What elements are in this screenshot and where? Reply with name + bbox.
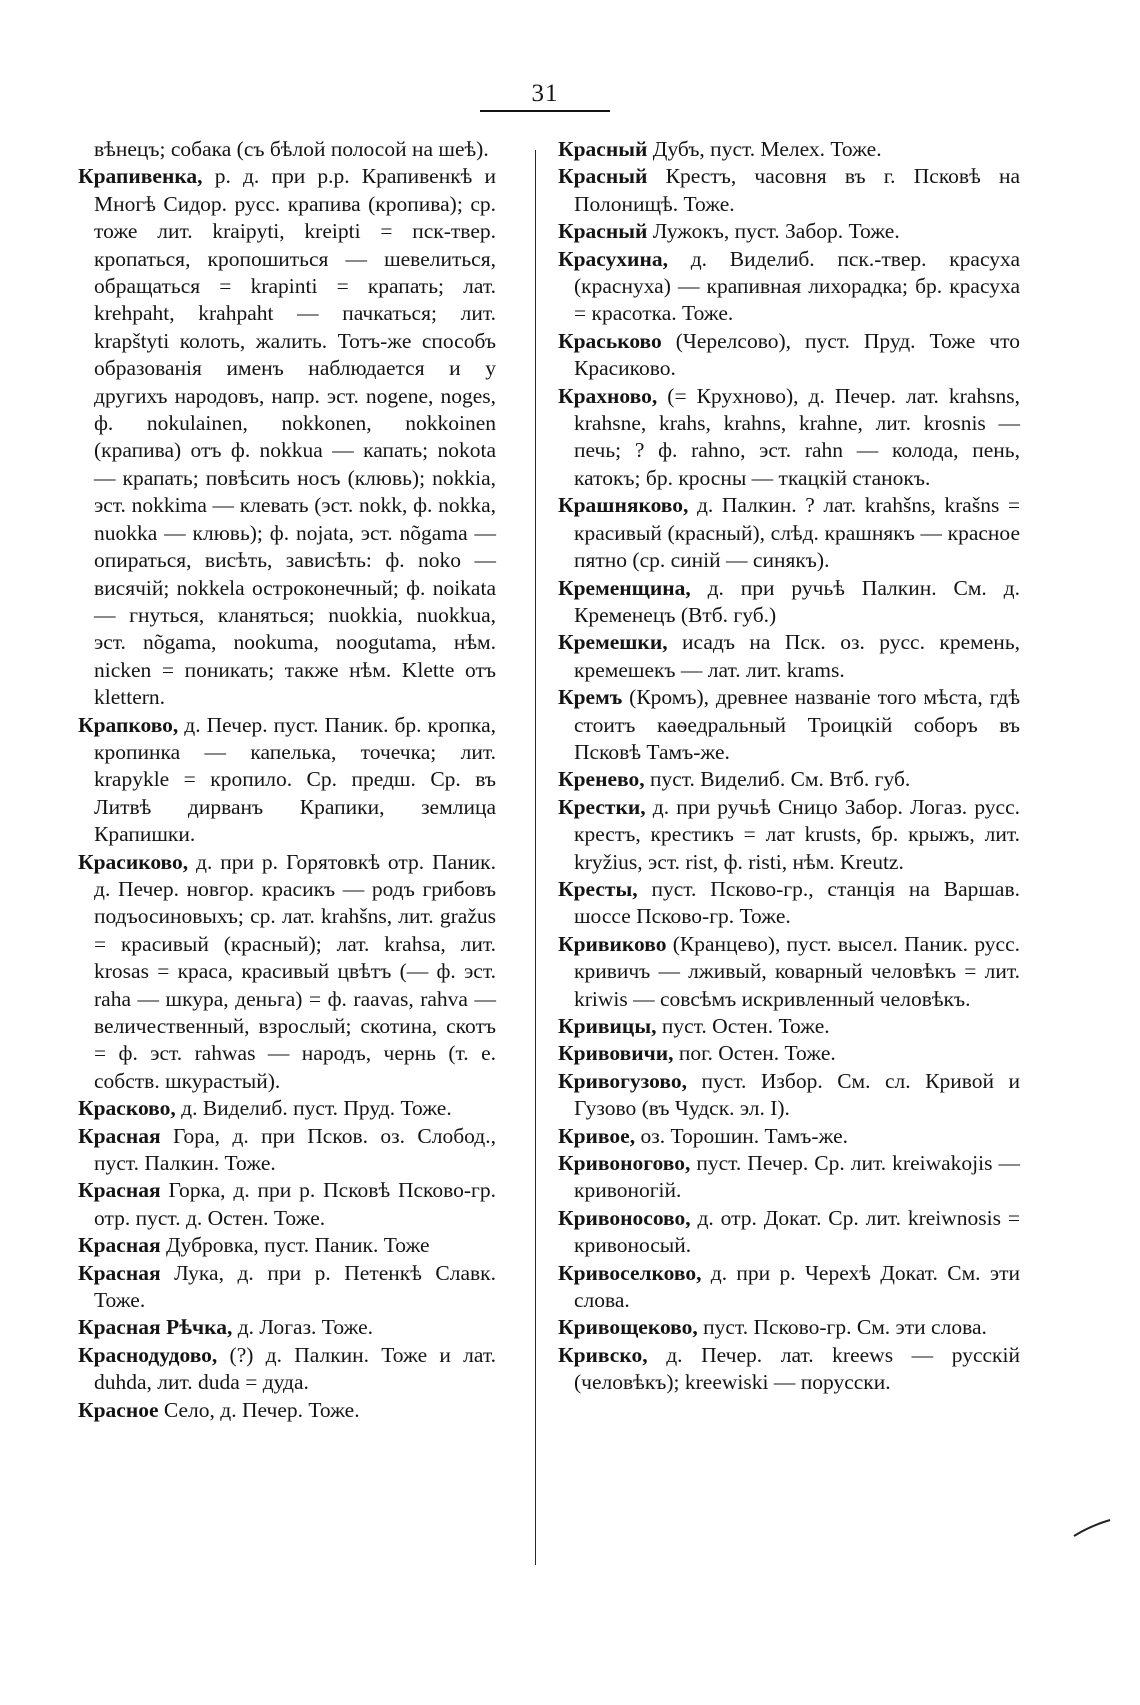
dictionary-entry (558, 629, 1020, 684)
entry-text: д. при ручьѣ Палкин. См. д. Кременецъ (Втб. губ.) (574, 575, 1020, 627)
entry-headword: Крапково, (78, 712, 179, 737)
entry-headword: Красная (78, 1260, 161, 1285)
entry-headword: Красное (78, 1397, 159, 1422)
entry-headword: Кривоногово, (558, 1151, 691, 1176)
right-column (558, 136, 1020, 1397)
entry-text: (Кранцево), пуст. высел. Паник. русс. кривичъ — лживый, коварный человѣкъ = лит. kriwis — совсѣмъ искривленный человѣкъ. (574, 931, 1020, 1011)
entry-text: пуст. Виделиб. См. Втб. губ. (644, 767, 911, 792)
entry-text: Дубровка, пуст. Паник. Тоже (160, 1233, 430, 1258)
entry-text: Гора, д. при Псков. оз. Слобод., пуст. Палкин. Тоже. (94, 1123, 496, 1176)
entry-text: р. д. при р.р. Крапивенкѣ и Многѣ Сидор. русс. крапива (кропива); ср. тоже лит. kraipyti, kreipti = пск-твер. кропаться, кропошиться — шевелиться, обращаться = krapinti = крапать; лат. krehpaht, krahpaht — пачкаться; лит. krapštyti колоть, жалить. Тотъ-же способъ образованія именъ наблюдается и у другихъ народовъ, напр. эст. nogene, noges, ф. nokulainen, nokkonen, nokkoinen (крапива) отъ ф. nokkua — капать; nokota — крапать; повѣсить носъ (клювь); nokkia, эст. nokkima — клевать (эст. nokk, ф. nokka, nuokka — клювь); ф. nojata, эст. nõgama — опираться, висѣть, зависѣть: ф. noko — висячій; nokkela остроконечный; ф. noikata — гнуться, кланяться; nuokkia, nuokkua, эст. nõgama, nookuma, noogutama, нѣм. nicken = поникать; также нѣм. Klette отъ klettern. (94, 164, 496, 710)
dictionary-entry (558, 246, 1020, 328)
entry-text: д. Палкин. ? лат. krahšns, krašns = красивый (красный), слѣд. крашнякъ — красное пятно (ср. синій — синякъ). (574, 493, 1020, 573)
dictionary-entry (78, 163, 496, 711)
entry-text: Дубъ, пуст. Мелех. Тоже. (647, 137, 882, 161)
entry-headword: Красиково, (78, 849, 189, 874)
entry-text: (= Крухново), д. Печер. лат. krahsns, krahsne, krahs, krahns, krahne, лит. krosnis — печь; ? ф. rahno, эст. rahn — колода, пень, катокъ; бр. кросны — ткацкій станокъ. (574, 383, 1020, 490)
entry-headword: Кривое, (558, 1123, 636, 1148)
entry-text: д. Логаз. Тоже. (232, 1315, 374, 1340)
entry-text: (Кромъ), древнее названіе того мѣста, гдѣ стоитъ каѳедральный Троицкій соборъ въ Псковѣ Тамъ-же. (574, 685, 1020, 764)
entry-headword: Красная (78, 1123, 161, 1148)
dictionary-entry (78, 1232, 496, 1259)
entry-headword: Красная (78, 1233, 161, 1258)
entry-headword: Красная (78, 1178, 161, 1203)
entry-headword: Кривиково (558, 931, 667, 956)
dictionary-entry (558, 163, 1020, 218)
entry-headword: Кресты, (558, 876, 638, 901)
entry-text: д. Виделиб. пск.-твер. красуха (краснуха) — крапивная лихорадка; бр. красуха = красотка. Тоже. (574, 246, 1020, 326)
dictionary-entry (558, 1123, 1020, 1150)
entry-text: вѣнецъ; собака (съ бѣлой полосой на шеѣ). (94, 137, 489, 161)
dictionary-entry (558, 1040, 1020, 1067)
entry-text: Село, д. Печер. Тоже. (158, 1397, 360, 1422)
left-column (78, 136, 496, 1424)
entry-headword: Кривицы, (558, 1014, 657, 1038)
dictionary-entry (78, 1342, 496, 1397)
entry-headword: Краснодудово, (78, 1342, 218, 1367)
entry-headword: Красный (558, 164, 648, 189)
entry-text: исадъ на Пск. оз. русс. кремень, кремешекъ — лат. лит. krams. (574, 630, 1020, 682)
column-divider (535, 150, 536, 1565)
dictionary-entry (558, 1314, 1020, 1341)
entry-headword: Красухина, (558, 246, 668, 271)
dictionary-entry (78, 136, 496, 163)
dictionary-entry (558, 1068, 1020, 1123)
entry-headword: Красная Рѣчка, (78, 1315, 233, 1340)
dictionary-entry (558, 876, 1020, 931)
dictionary-entry (558, 136, 1020, 163)
entry-headword: Кременщина, (558, 575, 691, 600)
entry-headword: Крапивенка, (78, 164, 203, 189)
entry-text: д. при р. Черехѣ Докат. См. эти слова. (574, 1260, 1020, 1313)
entry-headword: Кривоселково, (558, 1260, 702, 1285)
entry-text: пуст. Псково-гр. См. эти слова. (697, 1315, 987, 1340)
page-number-rule (480, 110, 610, 112)
entry-headword: Кремъ (558, 685, 623, 710)
dictionary-entry (78, 712, 496, 849)
entry-headword: Крестки, (558, 794, 646, 819)
page-number: 31 (531, 80, 559, 107)
dictionary-entry (558, 1150, 1020, 1205)
dictionary-entry (558, 1260, 1020, 1315)
dictionary-entry (78, 849, 496, 1096)
entry-text: пуст. Избор. См. сл. Кривой и Гузово (въ Чудск. эл. I). (574, 1068, 1020, 1121)
dictionary-entry (558, 575, 1020, 630)
entry-text: д. Печер. лат. kreews — русскій (человѣкъ); kreewiski — порусски. (574, 1342, 1020, 1395)
dictionary-entry (78, 1397, 496, 1424)
entry-headword: Красный (558, 219, 648, 244)
entry-headword: Красково, (78, 1096, 176, 1121)
entry-text: д. Печер. пуст. Паник. бр. кропка, кропинка — капелька, точечка; лит. krapykle = кропило. Ср. предш. Ср. въ Литвѣ дирванъ Крапики, землица Крапишки. (94, 712, 496, 847)
pen-stroke-mark (1072, 1518, 1112, 1538)
dictionary-entry (558, 218, 1020, 245)
dictionary-entry (78, 1095, 496, 1122)
entry-text: пуст. Псково-гр., станція на Варшав. шоссе Псково-гр. Тоже. (574, 876, 1020, 929)
entry-headword: Кривогузово, (558, 1068, 687, 1093)
entry-text: Горка, д. при р. Псковѣ Псково-гр. отр. пуст. д. Остен. Тоже. (94, 1178, 496, 1230)
entry-text: Крестъ, часовня въ г. Псковѣ на Полонищѣ. Тоже. (574, 164, 1020, 216)
dictionary-entry (78, 1314, 496, 1341)
dictionary-entry (558, 1013, 1020, 1040)
entry-text: оз. Торошин. Тамъ-же. (635, 1123, 849, 1148)
dictionary-entry (558, 766, 1020, 793)
dictionary-entry (558, 794, 1020, 876)
entry-text: д. при р. Горятовкѣ отр. Паник. д. Печер. новгор. красикъ — родъ грибовъ подъосиновыхъ; ср. лат. krahšns, лит. gražus = красивый (красный); лат. krahsa, лит. krosas = краса, красивый цвѣтъ (— ф. эст. raha — шкура, деньга) = ф. raavas, rahva — величественный, взрослый; скотина, скотъ = ф. эст. rahwas — народъ, чернь (т. е. собств. шкурастый). (94, 849, 496, 1093)
entry-text: (Черелсово), пуст. Пруд. Тоже что Красиково. (574, 328, 1020, 381)
entry-headword: Кренево, (558, 767, 645, 792)
dictionary-entry (78, 1123, 496, 1178)
dictionary-entry (558, 1342, 1020, 1397)
entry-text: пуст. Остен. Тоже. (656, 1014, 830, 1038)
entry-headword: Кривовичи, (558, 1041, 674, 1066)
entry-text: д. Виделиб. пуст. Пруд. Тоже. (175, 1096, 452, 1121)
entry-text: Лука, д. при р. Петенкѣ Славк. Тоже. (94, 1260, 496, 1313)
dictionary-entry (558, 684, 1020, 766)
entry-headword: Кривско, (558, 1342, 648, 1367)
entry-text: Лужокъ, пуст. Забор. Тоже. (647, 219, 900, 244)
dictionary-entry (558, 383, 1020, 493)
entry-text: пог. Остен. Тоже. (673, 1041, 836, 1066)
entry-headword: Краськово (558, 328, 662, 353)
dictionary-entry (558, 328, 1020, 383)
entry-headword: Кривощеково, (558, 1315, 698, 1340)
entry-headword: Красный (558, 137, 648, 161)
entry-text: пуст. Печер. Ср. лит. kreiwakojis — кривоногій. (574, 1151, 1020, 1203)
entry-headword: Крашняково, (558, 493, 689, 518)
entry-headword: Кремешки, (558, 630, 668, 655)
entry-text: (?) д. Палкин. Тоже и лат. duhda, лит. duda = дуда. (94, 1342, 496, 1395)
entry-headword: Крахново, (558, 383, 658, 408)
dictionary-entry (558, 492, 1020, 574)
entry-text: д. при ручьѣ Сницо Забор. Логаз. русс. крестъ, крестикъ = лат krusts, бр. крыжъ, лит. kryžius, эст. rist, ф. risti, нѣм. Kreutz. (574, 794, 1020, 874)
dictionary-entry (78, 1177, 496, 1232)
dictionary-entry (558, 1205, 1020, 1260)
entry-headword: Кривоносово, (558, 1205, 691, 1230)
dictionary-entry (558, 931, 1020, 1013)
entry-text: д. отр. Докат. Ср. лит. kreiwnosis = кривоносый. (574, 1205, 1020, 1258)
dictionary-entry (78, 1260, 496, 1315)
